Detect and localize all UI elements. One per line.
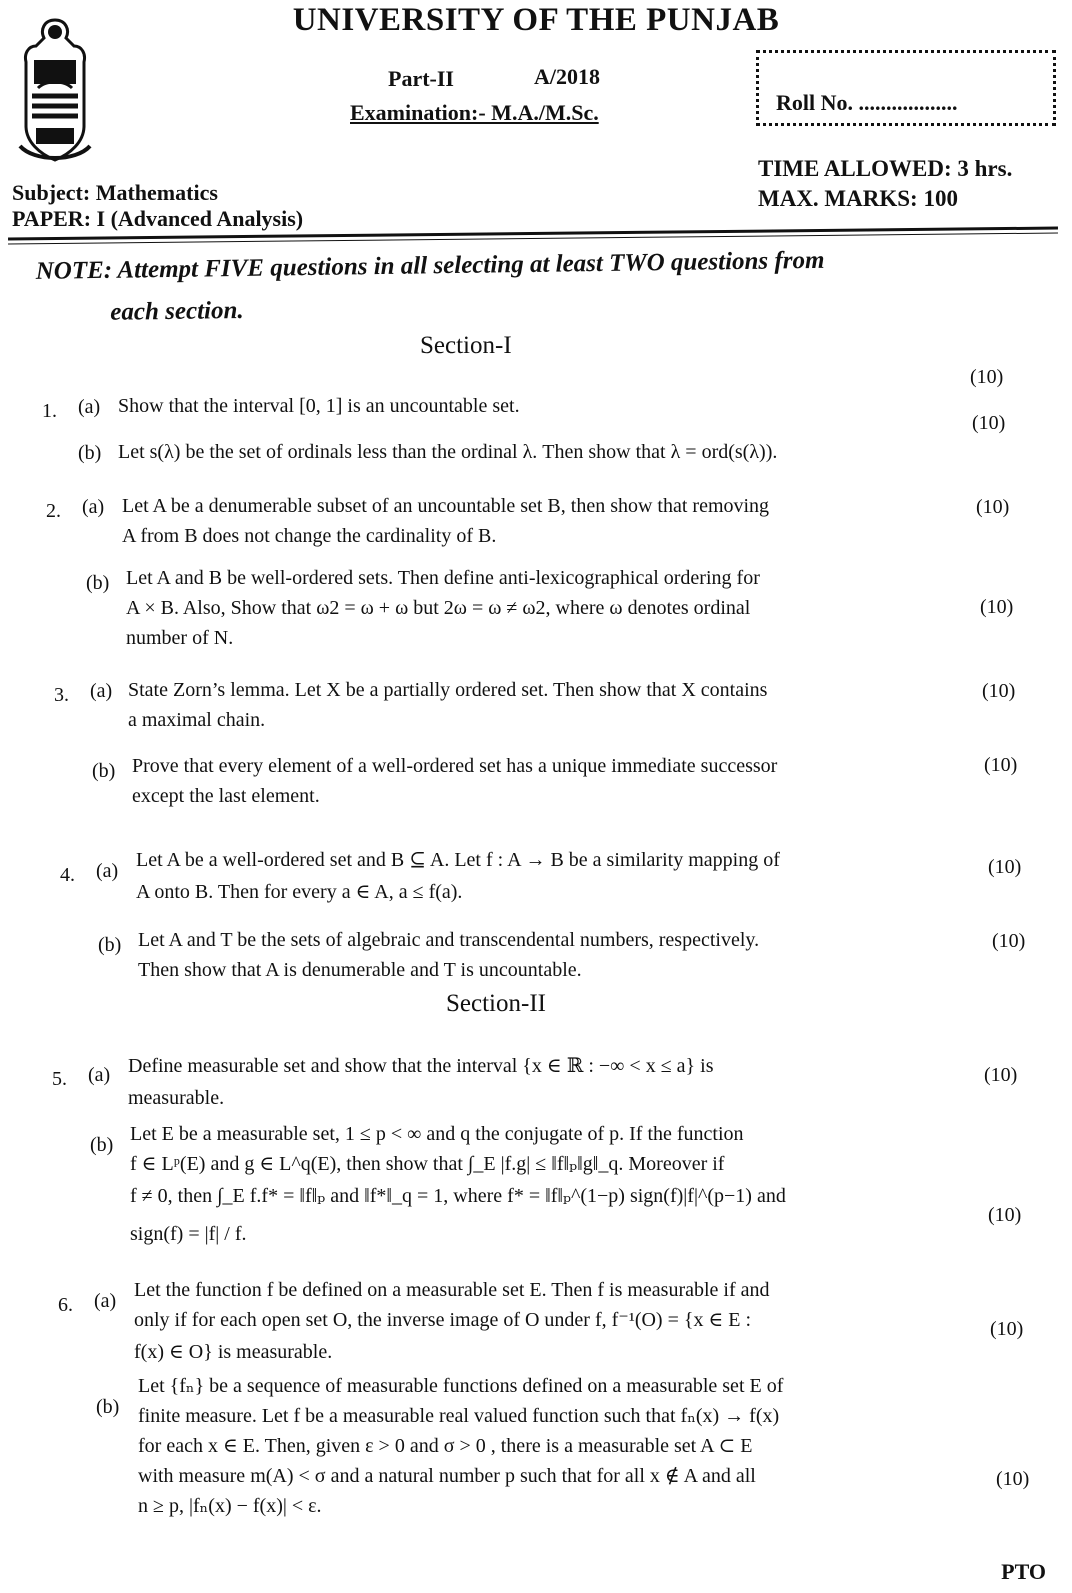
marks-6b: (10) — [996, 1468, 1030, 1490]
question-5b-line-2: f ∈ Lᵖ(E) and g ∈ L^q(E), then show that ∫_E |f.g| ≤ ‖f‖ₚ‖g‖_q. Moreover if — [130, 1153, 725, 1175]
marks-6a: (10) — [990, 1318, 1024, 1340]
marks-3a: (10) — [982, 680, 1016, 702]
part-label-b: (b) — [78, 442, 102, 464]
part-label-a: (a) — [94, 1290, 117, 1312]
marks-5b: (10) — [988, 1204, 1022, 1226]
question-3a-line-2: a maximal chain. — [128, 709, 266, 731]
part-label-b: (b) — [96, 1396, 120, 1418]
please-turn-over: PTO — [1001, 1559, 1046, 1584]
instructions-note — [35, 237, 1016, 335]
time-allowed: TIME ALLOWED: 3 hrs. — [758, 156, 1013, 181]
marks-1b: (10) — [972, 412, 1006, 434]
question-2a-line-2: A from B does not change the cardinality of B. — [122, 525, 497, 547]
question-number: 4. — [60, 864, 75, 886]
marks-2a: (10) — [976, 496, 1010, 518]
question-4a-line-2: A onto B. Then for every a ∈ A, a ≤ f(a). — [136, 881, 463, 903]
question-5a-line-1: Define measurable set and show that the interval {x ∈ ℝ : −∞ < x ≤ a} is — [128, 1055, 714, 1077]
part-label-b: (b) — [92, 760, 116, 782]
question-2b-line-1: Let A and B be well-ordered sets. Then define anti-lexicographical ordering for — [126, 567, 760, 589]
subject-line: Subject: Mathematics — [12, 180, 218, 205]
note-line-1: NOTE: Attempt FIVE questions in all selecting at least TWO questions from — [35, 246, 825, 285]
question-4b-line-1: Let A and T be the sets of algebraic and transcendental numbers, respectively. — [138, 929, 760, 951]
marks-4b: (10) — [992, 930, 1026, 952]
question-number: 3. — [54, 684, 69, 706]
question-6b-line-3: for each x ∈ E. Then, given ε > 0 and σ > 0 , there is a measurable set A ⊂ E — [138, 1435, 753, 1457]
part-label-a: (a) — [78, 396, 101, 418]
question-2b-line-3: number of N. — [126, 627, 234, 649]
question-number: 6. — [58, 1294, 73, 1316]
marks-1a: (10) — [970, 366, 1004, 388]
question-5a-line-2: measurable. — [128, 1087, 225, 1109]
paper-line: PAPER: I (Advanced Analysis) — [12, 206, 304, 231]
question-6b-line-4: with measure m(A) < σ and a natural number p such that for all x ∉ A and all — [138, 1465, 756, 1487]
part-label-a: (a) — [96, 860, 119, 882]
question-2a-line-1: Let A be a denumerable subset of an uncountable set B, then show that removing — [122, 495, 770, 517]
marks-4a: (10) — [988, 856, 1022, 878]
question-3b-line-1: Prove that every element of a well-ordered set has a unique immediate successor — [132, 755, 778, 777]
question-number: 1. — [42, 400, 57, 422]
question-6a-line-2: only if for each open set O, the inverse image of O under f, f⁻¹(O) = {x ∈ E : — [134, 1309, 752, 1331]
question-6b-line-5: n ≥ p, |fₙ(x) − f(x)| < ε. — [138, 1495, 322, 1517]
part-label-b: (b) — [98, 934, 122, 956]
marks-5a: (10) — [984, 1064, 1018, 1086]
question-6b-line-1: Let {fₙ} be a sequence of measurable functions defined on a measurable set E of — [138, 1375, 784, 1397]
question-number: 5. — [52, 1068, 67, 1090]
max-marks: MAX. MARKS: 100 — [758, 186, 958, 211]
part-label-b: (b) — [90, 1134, 114, 1156]
note-line-2: each section. — [110, 296, 244, 326]
part-label-b: (b) — [86, 572, 110, 594]
section-heading-1: Section-I — [420, 332, 512, 359]
question-2b-line-2: A × B. Also, Show that ω2 = ω + ω but 2ω = ω ≠ ω2, where ω denotes ordinal — [126, 597, 751, 619]
question-6a-line-1: Let the function f be defined on a measurable set E. Then f is measurable if and — [134, 1279, 770, 1301]
part-label-a: (a) — [90, 680, 113, 702]
marks-3b: (10) — [984, 754, 1018, 776]
university-title: UNIVERSITY OF THE PUNJAB — [292, 2, 780, 38]
examination-line: Examination:- M.A./M.Sc. — [350, 100, 599, 125]
question-4a-line-1: Let A be a well-ordered set and B ⊆ A. Let f : A → B be a similarity mapping of — [136, 849, 780, 871]
question-5b-line-4: sign(f) = |f| / f. — [130, 1223, 247, 1245]
roll-number-label: Roll No. .................. — [776, 90, 958, 115]
question-5b-line-1: Let E be a measurable set, 1 ≤ p < ∞ and q the conjugate of p. If the function — [130, 1123, 744, 1145]
section-heading-2: Section-II — [446, 990, 546, 1017]
part-label-a: (a) — [88, 1064, 111, 1086]
question-1b-line-1: Let s(λ) be the set of ordinals less than the ordinal λ. Then show that λ = ord(s(λ)). — [118, 441, 778, 463]
question-3b-line-2: except the last element. — [132, 785, 320, 807]
marks-2b: (10) — [980, 596, 1014, 618]
question-number: 2. — [46, 500, 61, 522]
exam-part: Part-II — [388, 66, 454, 91]
part-label-a: (a) — [82, 496, 105, 518]
question-6a-line-3: f(x) ∈ O} is measurable. — [134, 1341, 333, 1363]
question-6b-line-2: finite measure. Let f be a measurable real valued function such that fₙ(x) → f(x) — [138, 1405, 780, 1427]
question-5b-line-3: f ≠ 0, then ∫_E f.f* = ‖f‖ₚ and ‖f*‖_q = 1, where f* = ‖f‖ₚ^(1−p) sign(f)|f|^(p−1) and — [130, 1185, 786, 1207]
question-1a-line-1: Show that the interval [0, 1] is an uncountable set. — [118, 395, 520, 417]
exam-year: A/2018 — [534, 64, 600, 89]
question-3a-line-1: State Zorn’s lemma. Let X be a partially ordered set. Then show that X contains — [128, 679, 768, 701]
question-4b-line-2: Then show that A is denumerable and T is uncountable. — [138, 959, 582, 981]
